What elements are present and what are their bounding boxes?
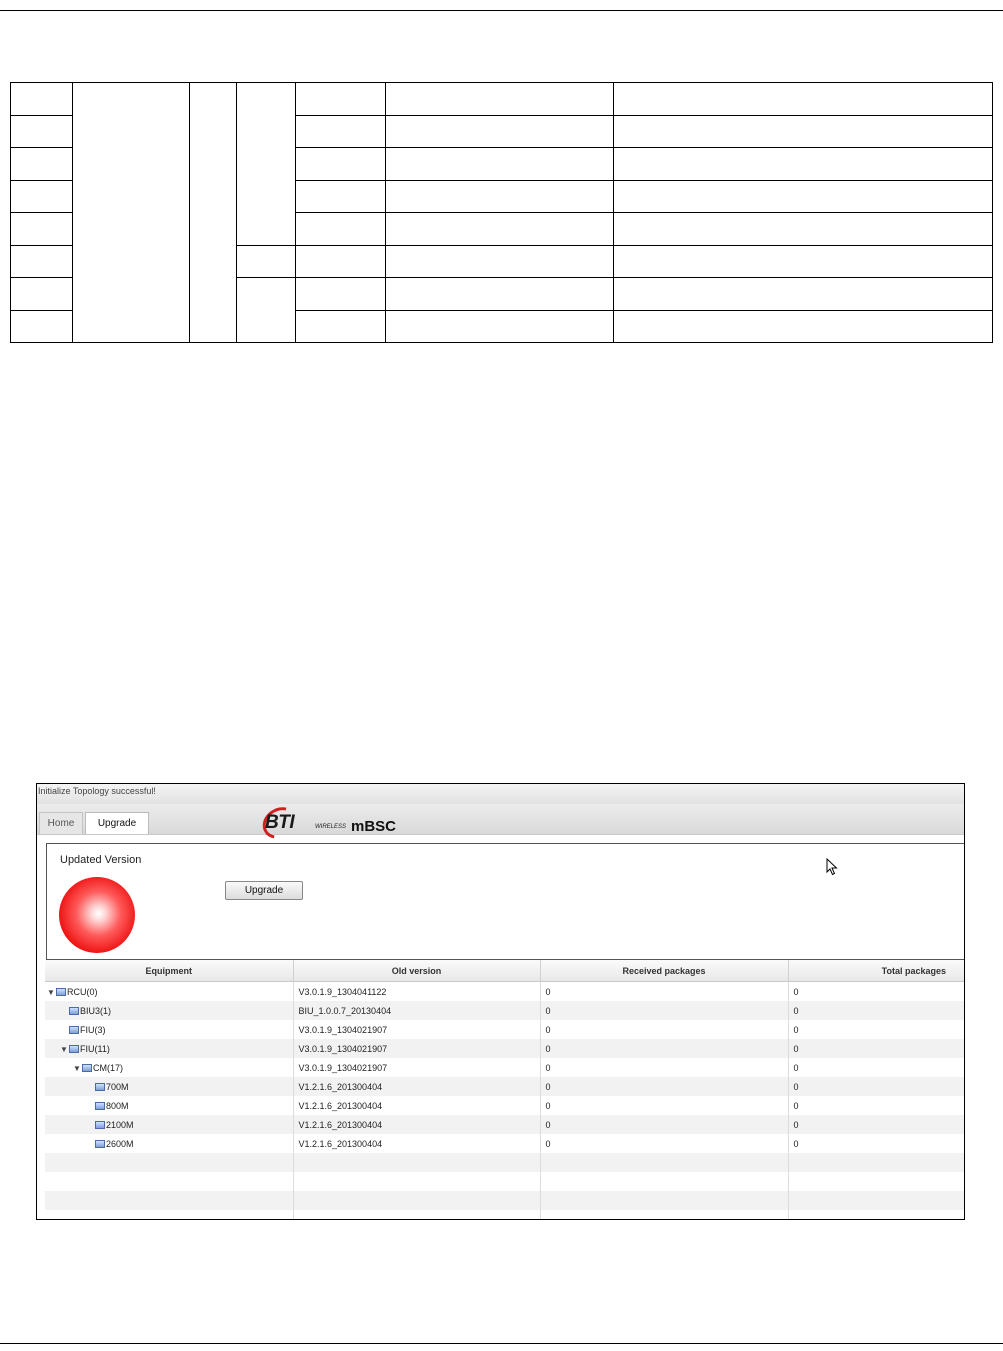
device-icon (82, 1064, 92, 1072)
grid-cell (11, 83, 73, 116)
grid-cell (296, 278, 386, 311)
expand-arrow-icon[interactable]: ▼ (73, 1063, 81, 1073)
logo-subtitle: WIRELESS (315, 824, 347, 830)
grid-cell (296, 213, 386, 246)
grid-cell (296, 115, 386, 148)
expand-arrow-icon[interactable]: ▼ (60, 1044, 68, 1054)
received-cell: 0 (540, 1134, 788, 1153)
old-version-cell: V1.2.1.6_201300404 (293, 1096, 540, 1115)
total-cell: 0 (788, 1020, 965, 1039)
equipment-name: FIU(3) (80, 1024, 106, 1035)
total-cell: 0 (788, 1039, 965, 1058)
grid-cell (11, 213, 73, 246)
empty-row (45, 1191, 965, 1210)
equipment-name: FIU(11) (80, 1043, 110, 1054)
grid-cell (11, 180, 73, 213)
total-cell: 0 (788, 1077, 965, 1096)
device-icon (69, 1026, 79, 1034)
grid-cell (614, 83, 993, 116)
empty-row (45, 1153, 965, 1172)
grid-cell (296, 83, 386, 116)
grid-cell (386, 148, 614, 181)
equipment-name: 2100M (106, 1119, 134, 1130)
grid-cell (386, 180, 614, 213)
page-top-rule (0, 10, 1003, 11)
total-cell: 0 (788, 1096, 965, 1115)
table-row[interactable] (45, 1058, 965, 1077)
grid-cell (614, 148, 993, 181)
received-cell: 0 (540, 1115, 788, 1134)
table-row[interactable] (45, 982, 965, 1002)
total-cell: 0 (788, 982, 965, 1002)
app-title: mBSC (351, 818, 397, 835)
total-cell: 0 (788, 1115, 965, 1134)
panel-title: Updated Version (60, 854, 142, 866)
grid-cell (237, 278, 296, 343)
total-cell: 0 (788, 1134, 965, 1153)
grid-cell (614, 278, 993, 311)
page-bottom-rule (0, 1343, 1003, 1344)
grid-cell (386, 115, 614, 148)
grid-cell (11, 245, 73, 278)
grid-cell (296, 310, 386, 343)
grid-cell (237, 83, 296, 246)
equipment-name: CM(17) (93, 1062, 124, 1073)
received-cell: 0 (540, 1058, 788, 1077)
tab-upgrade[interactable]: Upgrade (85, 812, 149, 834)
grid-cell (296, 148, 386, 181)
tab-bar (37, 804, 964, 835)
grid-cell (614, 245, 993, 278)
total-cell: 0 (788, 1001, 965, 1020)
grid-cell (11, 310, 73, 343)
device-icon (69, 1045, 79, 1053)
old-version-cell: V3.0.1.9_1304021907 (293, 1058, 540, 1077)
status-message: Initialize Topology successful! (37, 784, 965, 804)
received-cell: 0 (540, 1039, 788, 1058)
grid-cell (11, 278, 73, 311)
grid-cell (386, 245, 614, 278)
received-cell: 0 (540, 1077, 788, 1096)
device-icon (95, 1121, 105, 1129)
status-indicator-icon (59, 877, 135, 953)
empty-row (45, 1172, 965, 1191)
column-header-received-packages[interactable]: Received packages (540, 960, 788, 982)
logo-brand: BTI (265, 812, 295, 833)
received-cell: 0 (540, 1001, 788, 1020)
table-row[interactable] (45, 1096, 965, 1115)
mouse-pointer-icon (826, 858, 838, 876)
grid-cell (614, 310, 993, 343)
table-row[interactable] (45, 1134, 965, 1153)
column-header-equipment[interactable]: Equipment (45, 960, 293, 982)
grid-cell (386, 310, 614, 343)
table-row[interactable] (45, 1001, 965, 1020)
column-header-old-version[interactable]: Old version (293, 960, 540, 982)
old-version-cell: V3.0.1.9_1304021907 (293, 1020, 540, 1039)
grid-cell (190, 83, 237, 343)
upgrade-button[interactable]: Upgrade (225, 881, 303, 900)
app-window-screenshot (36, 783, 965, 1220)
tab-home[interactable]: Home (39, 812, 83, 834)
grid-cell (386, 213, 614, 246)
received-cell: 0 (540, 1096, 788, 1115)
received-cell: 0 (540, 1020, 788, 1039)
old-version-cell: V1.2.1.6_201300404 (293, 1077, 540, 1096)
device-icon (56, 988, 66, 996)
device-icon (95, 1083, 105, 1091)
column-header-total-packages[interactable]: Total packages (788, 960, 965, 982)
table-row[interactable] (45, 1077, 965, 1096)
grid-cell (296, 245, 386, 278)
expand-arrow-icon[interactable]: ▼ (47, 987, 55, 997)
grid-cell (237, 245, 296, 278)
old-version-cell: V1.2.1.6_201300404 (293, 1134, 540, 1153)
table-row[interactable] (45, 1115, 965, 1134)
total-cell: 0 (788, 1058, 965, 1077)
grid-cell (386, 83, 614, 116)
table-row[interactable] (45, 1039, 965, 1058)
old-version-cell: BIU_1.0.0.7_20130404 (293, 1001, 540, 1020)
grid-cell (614, 115, 993, 148)
empty-document-table (10, 82, 993, 343)
equipment-name: 2600M (106, 1138, 134, 1149)
device-icon (95, 1140, 105, 1148)
grid-cell (73, 83, 190, 343)
empty-row (45, 1210, 965, 1220)
equipment-name: 800M (106, 1100, 129, 1111)
received-cell: 0 (540, 982, 788, 1002)
equipment-name: 700M (106, 1081, 129, 1092)
table-row[interactable] (45, 1020, 965, 1039)
old-version-cell: V3.0.1.9_1304021907 (293, 1039, 540, 1058)
grid-cell (386, 278, 614, 311)
grid-cell (614, 180, 993, 213)
old-version-cell: V1.2.1.6_201300404 (293, 1115, 540, 1134)
grid-cell (11, 148, 73, 181)
old-version-cell: V3.0.1.9_1304041122 (293, 982, 540, 1002)
device-icon (95, 1102, 105, 1110)
equipment-name: BIU3(1) (80, 1005, 112, 1016)
grid-cell (11, 115, 73, 148)
grid-cell (296, 180, 386, 213)
device-icon (69, 1007, 79, 1015)
equipment-name: RCU(0) (67, 986, 98, 997)
grid-cell (614, 213, 993, 246)
equipment-table (45, 960, 965, 1220)
